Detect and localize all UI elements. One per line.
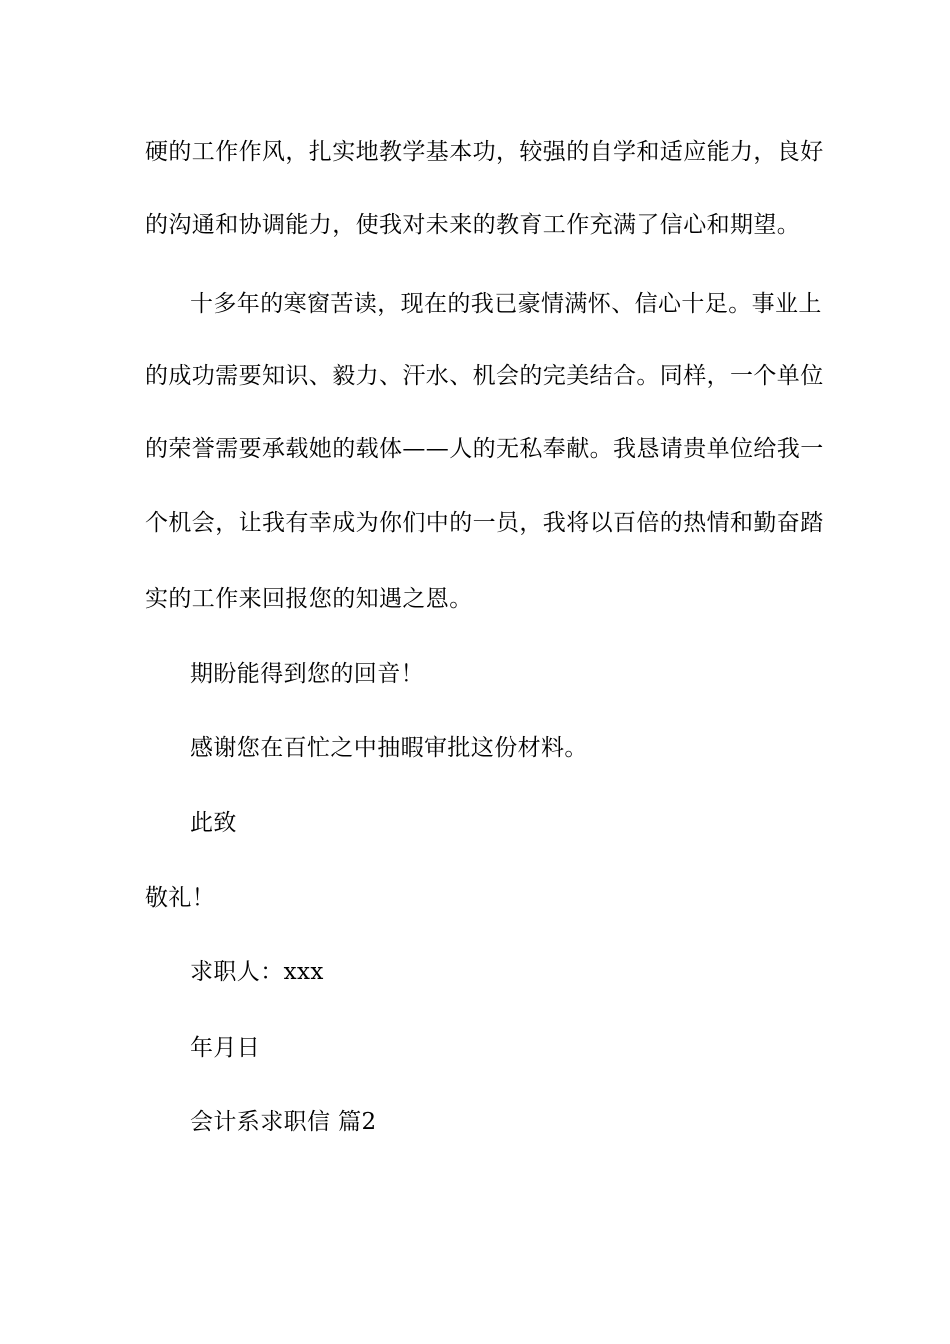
paragraph-line-1: 硬的工作作风，扎实地教学基本功，较强的自学和适应能力，良好	[145, 139, 824, 165]
closing-hope-line: 期盼能得到您的回音！	[190, 661, 424, 687]
paragraph-line-3: 十多年的寒窗苦读，现在的我已豪情满怀、信心十足。事业上	[190, 291, 822, 317]
applicant-signature: 求职人：xxx	[190, 959, 324, 985]
closing-thanks-line: 感谢您在百忙之中抽暇审批这份材料。	[190, 735, 588, 761]
paragraph-line-7: 实的工作来回报您的知遇之恩。	[145, 586, 473, 612]
salutation-ci-zhi: 此致	[190, 810, 237, 836]
date-line: 年月日	[190, 1035, 261, 1061]
salutation-jing-li: 敬礼！	[145, 885, 216, 911]
paragraph-line-2: 的沟通和协调能力，使我对未来的教育工作充满了信心和期望。	[145, 212, 801, 238]
section-heading: 会计系求职信 篇2	[190, 1109, 377, 1135]
paragraph-line-5: 的荣誉需要承载她的载体——人的无私奉献。我恳请贵单位给我一	[145, 436, 824, 462]
paragraph-line-4: 的成功需要知识、毅力、汗水、机会的完美结合。同样，一个单位	[145, 363, 824, 389]
paragraph-line-6: 个机会，让我有幸成为你们中的一员，我将以百倍的热情和勤奋踏	[145, 510, 824, 536]
